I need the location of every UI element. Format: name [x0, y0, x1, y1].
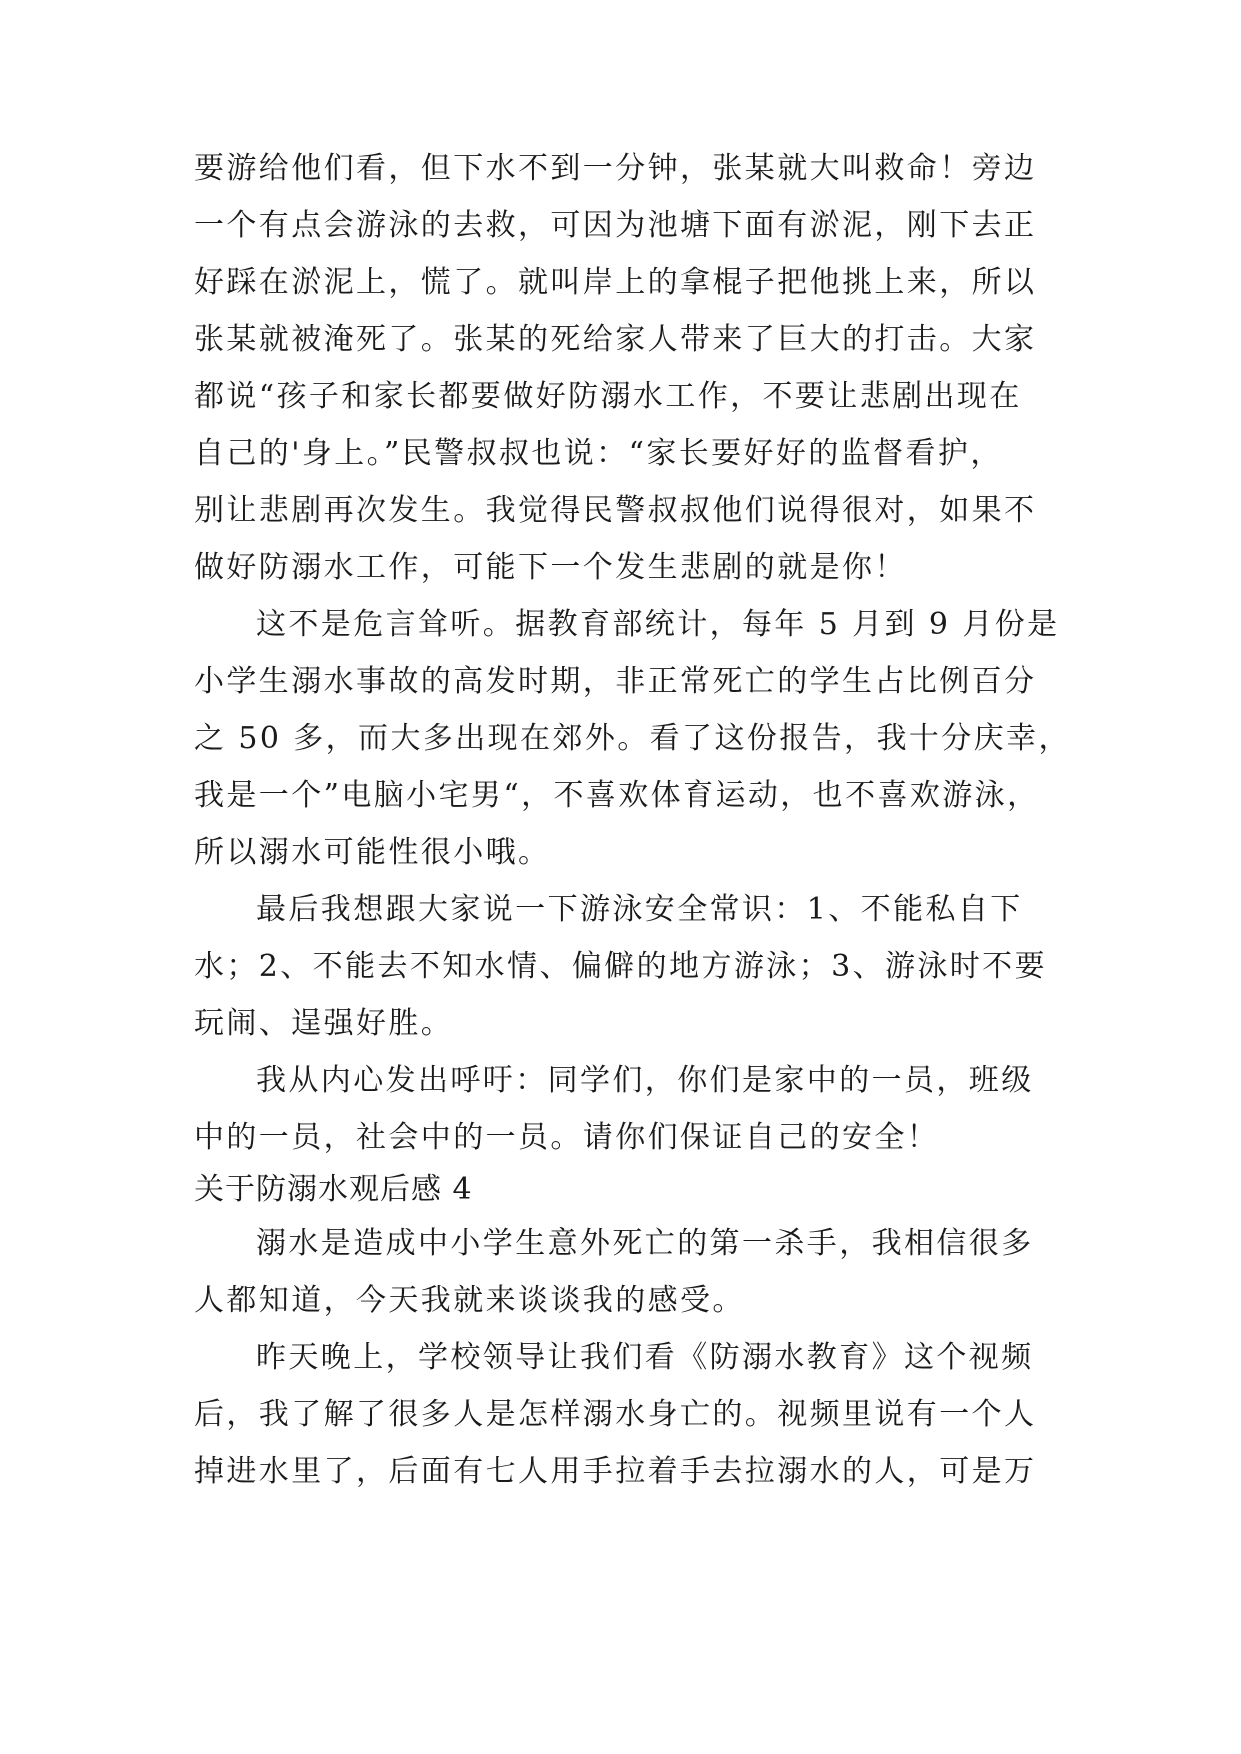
text-line: 玩闹、逞强好胜。	[194, 1006, 454, 1041]
text-line: 张某就被淹死了。张某的死给家人带来了巨大的打击。大家	[194, 322, 1037, 357]
text-line: 人都知道，今天我就来谈谈我的感受。	[194, 1283, 745, 1318]
section-heading: 关于防溺水观后感 4	[194, 1172, 473, 1207]
text-line: 之 50 多，而大多出现在郊外。看了这份报告，我十分庆幸，	[194, 721, 1071, 756]
text-line: 所以溺水可能性很小哦。	[194, 835, 551, 870]
paragraph-first-line: 溺水是造成中小学生意外死亡的第一杀手，我相信很多	[256, 1226, 1034, 1261]
text-line: 后，我了解了很多人是怎样溺水身亡的。视频里说有一个人	[194, 1397, 1037, 1432]
paragraph-first-line: 最后我想跟大家说一下游泳安全常识：1、不能私自下	[256, 892, 1023, 927]
text-line: 自己的'身上。”民警叔叔也说：“家长要好好的监督看护，	[194, 436, 1003, 471]
text-line: 水；2、不能去不知水情、偏僻的地方游泳；3、游泳时不要	[194, 949, 1047, 984]
paragraph-first-line: 我从内心发出呼吁：同学们，你们是家中的一员，班级	[256, 1063, 1034, 1098]
paragraph-first-line: 这不是危言耸听。据教育部统计，每年 5 月到 9 月份是	[256, 607, 1060, 642]
text-line: 别让悲剧再次发生。我觉得民警叔叔他们说得很对，如果不	[194, 493, 1037, 528]
text-line: 做好防溺水工作，可能下一个发生悲剧的就是你！	[194, 550, 907, 585]
text-line: 小学生溺水事故的高发时期，非正常死亡的学生占比例百分	[194, 664, 1037, 699]
paragraph-first-line: 昨天晚上，学校领导让我们看《防溺水教育》这个视频	[256, 1340, 1034, 1375]
text-line: 一个有点会游泳的去救，可因为池塘下面有淤泥，刚下去正	[194, 208, 1037, 243]
text-line: 要游给他们看，但下水不到一分钟，张某就大叫救命！旁边	[194, 151, 1037, 186]
text-line: 好踩在淤泥上，慌了。就叫岸上的拿棍子把他挑上来，所以	[194, 265, 1037, 300]
text-line: 掉进水里了，后面有七人用手拉着手去拉溺水的人，可是万	[194, 1454, 1037, 1489]
text-line: 都说“孩子和家长都要做好防溺水工作，不要让悲剧出现在	[194, 379, 1022, 414]
text-line: 我是一个”电脑小宅男“，不喜欢体育运动，也不喜欢游泳，	[194, 778, 1040, 813]
text-line: 中的一员，社会中的一员。请你们保证自己的安全！	[194, 1120, 940, 1155]
